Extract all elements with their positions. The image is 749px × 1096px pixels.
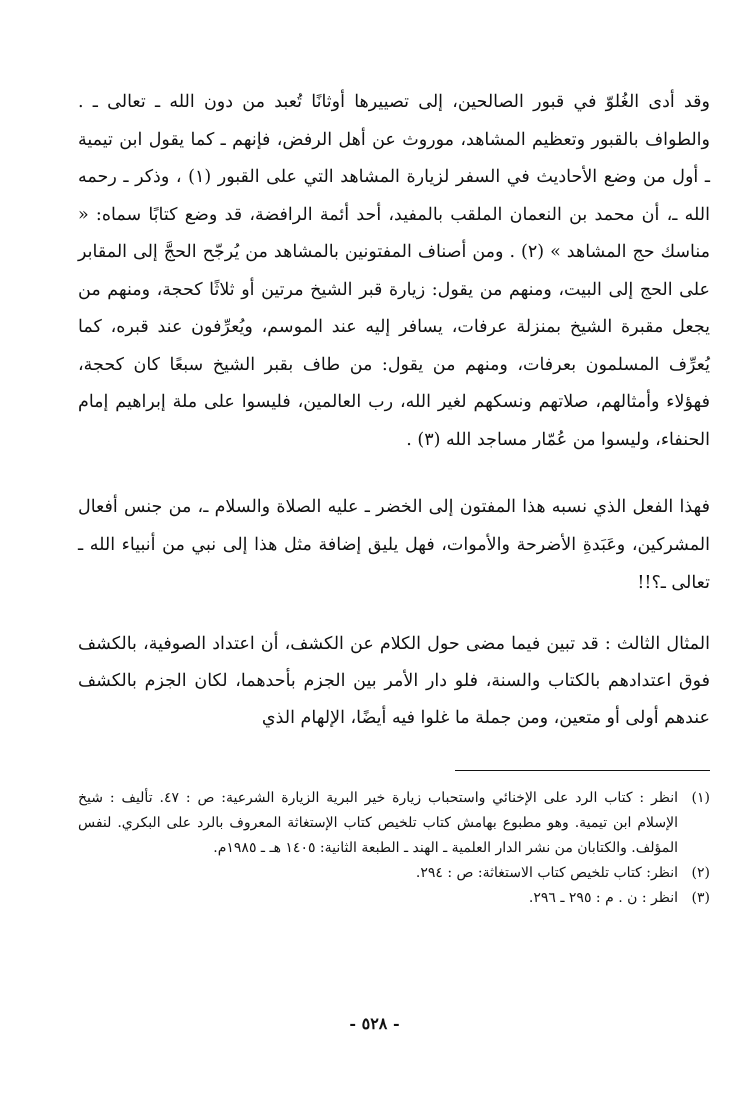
footnote-separator: [455, 770, 710, 771]
footnotes: [78, 786, 710, 911]
footnote-number: (٣): [691, 890, 710, 906]
paragraph-text: فهذا الفعل الذي نسبه هذا المفتون إلى الخضر ـ عليه الصلاة والسلام ـ، من جنس أفعال المشركين، وعَبَدةِ الأضرحة والأموات، فهل يليق إضافة مثل هذا إلى نبي من أنبياء الله ـ تعالى ـ؟!!: [78, 497, 710, 593]
footnote-text: انظر: كتاب تلخيص كتاب الاستغاثة: ص : ٢٩٤.: [415, 865, 678, 881]
footnote-text: انظر : ن . م : ٢٩٥ ـ ٢٩٦.: [528, 890, 678, 906]
footnote-number: (١): [691, 790, 710, 806]
footnote-3: [78, 886, 710, 911]
body-paragraph-3: [78, 626, 710, 737]
paragraph-text: المثال الثالث : قد تبين فيما مضى حول الكلام عن الكشف، أن اعتداد الصوفية، بالكشف فوق اعتدادهم بالكتاب والسنة، فلو دار الأمر بين الجزم بأحدهما، لكان الجزم بالكشف عندهم أولى أو متعين، ومن جملة ما غلوا فيه أيضًا، الإلهام الذي: [78, 634, 710, 728]
footnote-1: [78, 786, 710, 861]
footnote-text: انظر : كتاب الرد على الإخنائي واستحباب زيارة خير البرية الزيارة الشرعية: ص : ٤٧. تأليف : شيخ الإسلام ابن تيمية. وهو مطبوع بهامش كتاب تلخيص كتاب الإستغاثة المعروف بالرد على البكري. لنفس المؤلف. والكتابان من نشر الدار العلمية ـ الهند ـ الطبعة الثانية: ١٤٠٥ هـ ـ ١٩٨٥م.: [78, 790, 679, 856]
footnote-2: [78, 861, 710, 886]
paragraph-text: وقد أدى الغُلوّ في قبور الصالحين، إلى تصييرها أوثانًا تُعبد من دون الله ـ تعالى ـ . والطواف بالقبور وتعظيم المشاهد، موروث عن أهل الرفض، فإنهم ـ كما يقول ابن تيمية ـ أول من وضع الأحاديث في السفر لزيارة المشاهد التي على القبور (١) ، وذكر ـ رحمه الله ـ، أن محمد بن النعمان الملقب بالمفيد، أحد أئمة الرافضة، قد وضع كتابًا سماه: « مناسك حج المشاهد » (٢) . ومن أصناف المفتونين بالمشاهد من يُرجّح الحجَّ إلى المقابر على الحج إلى البيت، ومنهم من يقول: زيارة قبر الشيخ مرتين أو ثلاثًا كحجة، ومنهم من يجعل مقبرة الشيخ بمنزلة عرفات، يسافر إليه عند الموسم، ويُعرِّفون عند قبره، كما يُعرِّف المسلمون بعرفات، ومنهم من يقول: من طاف بقبر الشيخ سبعًا كان كحجة، فهؤلاء وأمثالهم، صلاتهم ونسكهم لغير الله، رب العالمين، فليسوا على ملة إبراهيم إمام الحنفاء، وليسوا من عُمّار مساجد الله (٣) .: [78, 92, 710, 450]
page-number: - ٥٢٨ -: [349, 1014, 400, 1033]
body-paragraph-2: [78, 488, 710, 602]
footnote-number: (٢): [691, 865, 710, 881]
body-paragraph-1: [78, 84, 710, 459]
